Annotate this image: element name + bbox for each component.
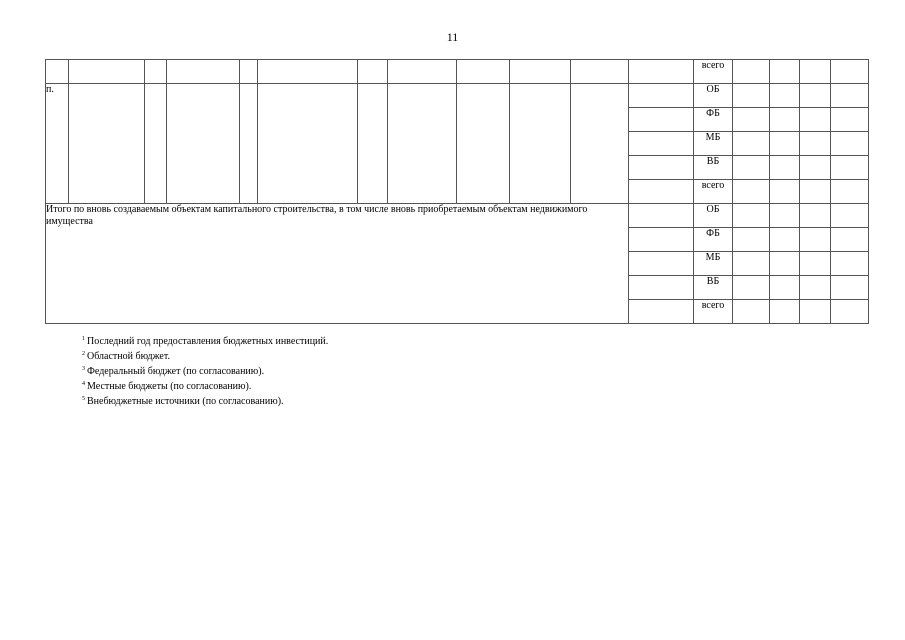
row-number: п. <box>46 84 69 204</box>
source-cell: ОБ <box>694 204 733 228</box>
page-number: 11 <box>446 30 459 44</box>
table-row <box>46 60 869 84</box>
footnote: $^3$ Федеральный бюджет (по согласованию). <box>82 366 265 377</box>
source-cell: ФБ <box>694 108 733 132</box>
source-cell: МБ <box>694 132 733 156</box>
source-cell: всего <box>694 180 733 204</box>
footnote: $^5$ Внебюджетные источники (по согласованию). <box>82 396 284 407</box>
footnote: $^4$ Местные бюджеты (по согласованию). <box>82 381 252 392</box>
table-row <box>46 204 869 228</box>
source-cell: всего <box>694 300 733 324</box>
total-label: Итого по вновь создаваемым объектам капитального строительства, в том числе вновь приобретаемым объектам недвижимого имущества <box>46 204 629 324</box>
source-cell: ВБ <box>694 156 733 180</box>
table-row <box>46 84 869 108</box>
investment-table <box>45 59 869 324</box>
footnote: $^2$ Областной бюджет. <box>82 351 170 362</box>
source-cell: ВБ <box>694 276 733 300</box>
source-cell: всего <box>694 60 733 84</box>
source-cell: ОБ <box>694 84 733 108</box>
source-cell: ФБ <box>694 228 733 252</box>
source-cell: МБ <box>694 252 733 276</box>
footnotes <box>82 333 328 408</box>
footnote: $^1$ Последний год предоставления бюджетных инвестиций. <box>82 336 329 347</box>
